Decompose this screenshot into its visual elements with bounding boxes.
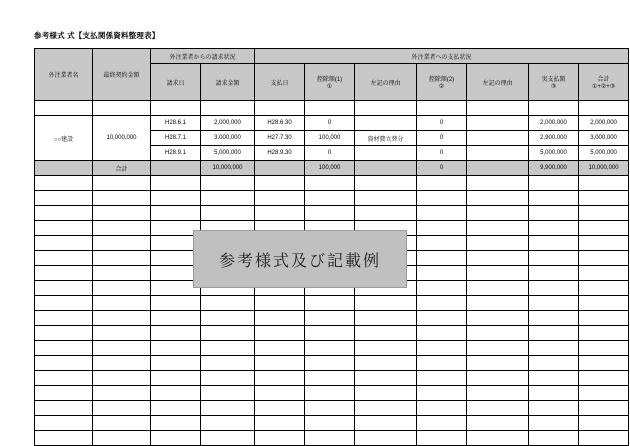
cell-empty bbox=[201, 401, 255, 416]
cell-empty bbox=[579, 206, 629, 221]
col-header-total bbox=[579, 64, 629, 101]
cell-empty bbox=[305, 371, 355, 386]
table-group-header-row bbox=[35, 49, 629, 64]
cell-empty bbox=[255, 371, 305, 386]
cell-empty bbox=[529, 251, 579, 266]
cell-empty bbox=[255, 416, 305, 431]
cell-empty bbox=[255, 431, 305, 446]
cell-empty bbox=[93, 236, 151, 251]
cell-empty bbox=[255, 161, 305, 176]
cell-empty bbox=[93, 281, 151, 296]
cell-actual-paid: 2,900,000 bbox=[529, 131, 579, 146]
cell-empty bbox=[467, 236, 529, 251]
cell-empty bbox=[151, 206, 201, 221]
cell-empty bbox=[355, 191, 417, 206]
cell-empty bbox=[201, 311, 255, 326]
cell-empty bbox=[579, 236, 629, 251]
cell-empty bbox=[355, 326, 417, 341]
cell-empty bbox=[467, 401, 529, 416]
cell-empty bbox=[35, 371, 93, 386]
cell-sum-claim-amount: 10,000,000 bbox=[201, 161, 255, 176]
cell-empty bbox=[529, 266, 579, 281]
cell-empty bbox=[579, 401, 629, 416]
cell-empty bbox=[355, 371, 417, 386]
cell-empty bbox=[151, 356, 201, 371]
cell-empty bbox=[417, 311, 467, 326]
cell-empty bbox=[417, 101, 467, 116]
cell-empty bbox=[355, 431, 417, 446]
cell-empty bbox=[305, 356, 355, 371]
cell-empty bbox=[35, 236, 93, 251]
col-header-total-mark: ①+②+③ bbox=[591, 84, 616, 90]
cell-claim-date: H28.9.1 bbox=[151, 146, 201, 161]
cell-empty bbox=[579, 416, 629, 431]
cell-empty bbox=[579, 326, 629, 341]
cell-empty bbox=[467, 371, 529, 386]
cell-sum-actual-paid: 9,900,000 bbox=[529, 161, 579, 176]
cell-empty bbox=[579, 221, 629, 236]
cell-empty bbox=[35, 221, 93, 236]
cell-empty bbox=[305, 416, 355, 431]
cell-empty bbox=[417, 356, 467, 371]
cell-reason-2 bbox=[467, 146, 529, 161]
cell-empty bbox=[417, 431, 467, 446]
cell-empty bbox=[529, 326, 579, 341]
cell-empty bbox=[529, 191, 579, 206]
table-row-blank bbox=[35, 371, 629, 386]
cell-empty bbox=[579, 191, 629, 206]
cell-empty bbox=[93, 431, 151, 446]
cell-empty bbox=[255, 101, 305, 116]
cell-empty bbox=[151, 401, 201, 416]
col-header-deduction-1 bbox=[305, 64, 355, 101]
group-header-to-subcontractor: 外注業者への支払状況 bbox=[255, 49, 629, 64]
group-header-from-subcontractor: 外注業者からの請求状況 bbox=[151, 49, 255, 64]
cell-empty bbox=[417, 296, 467, 311]
cell-empty bbox=[201, 371, 255, 386]
cell-empty bbox=[467, 386, 529, 401]
table-row-spacer bbox=[35, 101, 629, 116]
cell-empty bbox=[579, 371, 629, 386]
cell-empty bbox=[255, 191, 305, 206]
cell-claim-amount: 3,000,000 bbox=[201, 131, 255, 146]
cell-empty bbox=[579, 311, 629, 326]
cell-total: 5,000,000 bbox=[579, 146, 629, 161]
col-header-reason-2-label: 左記の理由 bbox=[482, 80, 513, 87]
cell-empty bbox=[35, 326, 93, 341]
cell-empty bbox=[355, 161, 417, 176]
cell-empty bbox=[529, 296, 579, 311]
col-header-deduction-2 bbox=[417, 64, 467, 101]
cell-empty bbox=[305, 176, 355, 191]
cell-reason-1 bbox=[355, 116, 417, 131]
page-title: 参考様式 式【支払関係資料整理表】 bbox=[34, 31, 160, 40]
col-header-vendor: 外注業者名 bbox=[35, 49, 93, 101]
table-sum-row bbox=[35, 161, 629, 176]
col-header-contract-amount: 最終契約金額 bbox=[93, 49, 151, 101]
cell-empty bbox=[35, 386, 93, 401]
cell-empty bbox=[35, 206, 93, 221]
cell-empty bbox=[529, 416, 579, 431]
cell-empty bbox=[151, 326, 201, 341]
cell-empty bbox=[579, 386, 629, 401]
cell-empty bbox=[529, 311, 579, 326]
col-header-deduction-2-mark: ② bbox=[438, 84, 445, 90]
cell-empty bbox=[201, 101, 255, 116]
cell-empty bbox=[305, 311, 355, 326]
cell-empty bbox=[305, 386, 355, 401]
cell-empty bbox=[93, 371, 151, 386]
cell-total: 3,000,000 bbox=[579, 131, 629, 146]
cell-deduction-2: 0 bbox=[417, 146, 467, 161]
cell-reason-1 bbox=[355, 146, 417, 161]
table-row-blank bbox=[35, 206, 629, 221]
cell-empty bbox=[35, 356, 93, 371]
cell-total: 2,000,000 bbox=[579, 116, 629, 131]
cell-empty bbox=[93, 251, 151, 266]
cell-empty bbox=[417, 281, 467, 296]
col-header-deduction-1-mark: ① bbox=[326, 84, 333, 90]
cell-empty bbox=[93, 386, 151, 401]
cell-empty bbox=[467, 101, 529, 116]
cell-empty bbox=[467, 176, 529, 191]
cell-empty bbox=[529, 176, 579, 191]
cell-empty bbox=[151, 296, 201, 311]
table-row-blank bbox=[35, 356, 629, 371]
col-header-total-label: 合計 bbox=[597, 77, 610, 83]
cell-empty bbox=[93, 191, 151, 206]
cell-actual-paid: 2,000,000 bbox=[529, 116, 579, 131]
table-row-blank bbox=[35, 191, 629, 206]
cell-empty bbox=[417, 401, 467, 416]
cell-empty bbox=[355, 206, 417, 221]
col-header-claim-amount-label: 請求金額 bbox=[215, 80, 240, 87]
cell-empty bbox=[467, 221, 529, 236]
cell-empty bbox=[305, 431, 355, 446]
cell-empty bbox=[201, 326, 255, 341]
cell-empty bbox=[35, 341, 93, 356]
cell-empty bbox=[467, 206, 529, 221]
cell-empty bbox=[529, 281, 579, 296]
table-row-blank bbox=[35, 326, 629, 341]
col-header-pay-date bbox=[255, 64, 305, 101]
cell-empty bbox=[93, 311, 151, 326]
cell-empty bbox=[255, 326, 305, 341]
cell-empty bbox=[579, 356, 629, 371]
cell-deduction-2: 0 bbox=[417, 116, 467, 131]
cell-empty bbox=[151, 161, 201, 176]
col-header-claim-date-label: 請求日 bbox=[166, 80, 185, 87]
cell-reason-1: 資材費立替分 bbox=[355, 131, 417, 146]
cell-empty bbox=[151, 191, 201, 206]
cell-empty bbox=[151, 341, 201, 356]
cell-empty bbox=[529, 356, 579, 371]
cell-empty bbox=[417, 206, 467, 221]
sample-stamp bbox=[193, 230, 407, 288]
cell-empty bbox=[255, 176, 305, 191]
cell-empty bbox=[255, 386, 305, 401]
col-header-reason-2 bbox=[467, 64, 529, 101]
cell-empty bbox=[467, 266, 529, 281]
cell-empty bbox=[93, 326, 151, 341]
cell-empty bbox=[355, 101, 417, 116]
cell-sum-total: 10,000,000 bbox=[579, 161, 629, 176]
table-row-blank bbox=[35, 296, 629, 311]
cell-empty bbox=[35, 416, 93, 431]
table-row-blank bbox=[35, 176, 629, 191]
cell-pay-date: H27.7.30 bbox=[255, 131, 305, 146]
cell-empty bbox=[417, 251, 467, 266]
cell-empty bbox=[355, 356, 417, 371]
cell-empty bbox=[467, 161, 529, 176]
cell-deduction-2: 0 bbox=[417, 131, 467, 146]
cell-empty bbox=[305, 206, 355, 221]
cell-empty bbox=[35, 101, 93, 116]
cell-deduction-1: 0 bbox=[305, 146, 355, 161]
cell-deduction-1: 0 bbox=[305, 116, 355, 131]
cell-reason-2 bbox=[467, 131, 529, 146]
cell-empty bbox=[151, 101, 201, 116]
cell-empty bbox=[467, 251, 529, 266]
cell-empty bbox=[255, 296, 305, 311]
cell-empty bbox=[529, 341, 579, 356]
cell-empty bbox=[35, 176, 93, 191]
col-header-reason-1 bbox=[355, 64, 417, 101]
table-row-blank bbox=[35, 416, 629, 431]
cell-empty bbox=[93, 416, 151, 431]
cell-empty bbox=[201, 176, 255, 191]
cell-empty bbox=[151, 371, 201, 386]
cell-empty bbox=[255, 341, 305, 356]
cell-empty bbox=[35, 431, 93, 446]
col-header-actual-paid-mark: ③ bbox=[550, 84, 557, 90]
cell-empty bbox=[35, 281, 93, 296]
table-row-blank bbox=[35, 341, 629, 356]
cell-empty bbox=[467, 431, 529, 446]
cell-empty bbox=[93, 401, 151, 416]
cell-empty bbox=[417, 341, 467, 356]
cell-claim-date: H28.6.1 bbox=[151, 116, 201, 131]
cell-empty bbox=[529, 386, 579, 401]
cell-empty bbox=[305, 326, 355, 341]
cell-empty bbox=[467, 281, 529, 296]
cell-pay-date: H28.9.30 bbox=[255, 146, 305, 161]
cell-empty bbox=[93, 176, 151, 191]
cell-empty bbox=[579, 281, 629, 296]
cell-empty bbox=[467, 356, 529, 371]
cell-empty bbox=[255, 206, 305, 221]
cell-empty bbox=[355, 296, 417, 311]
cell-empty bbox=[417, 236, 467, 251]
cell-empty bbox=[201, 341, 255, 356]
sample-stamp-label: 参考様式及び記載例 bbox=[218, 252, 381, 270]
cell-sum-label: 合計 bbox=[93, 161, 151, 176]
cell-empty bbox=[93, 341, 151, 356]
cell-empty bbox=[93, 206, 151, 221]
table-row-blank bbox=[35, 386, 629, 401]
cell-empty bbox=[529, 236, 579, 251]
cell-empty bbox=[467, 416, 529, 431]
cell-sum-deduction-2: 0 bbox=[417, 161, 467, 176]
cell-empty bbox=[35, 161, 93, 176]
cell-empty bbox=[151, 176, 201, 191]
cell-reason-2 bbox=[467, 116, 529, 131]
table-row-blank bbox=[35, 431, 629, 446]
cell-claim-date: H28.7.1 bbox=[151, 131, 201, 146]
col-header-reason-1-label: 左記の理由 bbox=[370, 80, 401, 87]
cell-empty bbox=[579, 176, 629, 191]
cell-pay-date: H28.6.30 bbox=[255, 116, 305, 131]
cell-empty bbox=[255, 356, 305, 371]
cell-empty bbox=[417, 416, 467, 431]
cell-empty bbox=[35, 191, 93, 206]
cell-claim-amount: 2,000,000 bbox=[201, 116, 255, 131]
cell-empty bbox=[467, 191, 529, 206]
cell-empty bbox=[93, 296, 151, 311]
cell-empty bbox=[467, 341, 529, 356]
cell-empty bbox=[355, 176, 417, 191]
cell-empty bbox=[93, 266, 151, 281]
cell-empty bbox=[529, 206, 579, 221]
cell-empty bbox=[529, 221, 579, 236]
cell-empty bbox=[305, 341, 355, 356]
cell-claim-amount: 5,000,000 bbox=[201, 146, 255, 161]
cell-deduction-1: 100,000 bbox=[305, 131, 355, 146]
cell-empty bbox=[35, 266, 93, 281]
cell-empty bbox=[305, 191, 355, 206]
col-header-deduction-2-label: 控除額(2) bbox=[428, 77, 455, 83]
table-row-blank bbox=[35, 311, 629, 326]
cell-empty bbox=[201, 416, 255, 431]
cell-empty bbox=[417, 221, 467, 236]
cell-empty bbox=[35, 401, 93, 416]
cell-empty bbox=[417, 386, 467, 401]
cell-empty bbox=[467, 311, 529, 326]
cell-empty bbox=[305, 401, 355, 416]
cell-empty bbox=[201, 191, 255, 206]
cell-empty bbox=[467, 296, 529, 311]
col-header-actual-paid-label: 実支払額 bbox=[541, 77, 566, 83]
cell-empty bbox=[93, 221, 151, 236]
cell-empty bbox=[355, 386, 417, 401]
col-header-claim-date bbox=[151, 64, 201, 101]
cell-sum-deduction-1: 100,000 bbox=[305, 161, 355, 176]
cell-empty bbox=[355, 311, 417, 326]
col-header-deduction-1-label: 控除額(1) bbox=[316, 77, 343, 83]
cell-empty bbox=[255, 311, 305, 326]
cell-contract-amount: 10,000,000 bbox=[93, 116, 151, 161]
col-header-pay-date-label: 支払日 bbox=[270, 80, 289, 87]
cell-empty bbox=[579, 431, 629, 446]
cell-empty bbox=[417, 266, 467, 281]
cell-empty bbox=[529, 431, 579, 446]
table-row bbox=[35, 116, 629, 131]
cell-empty bbox=[417, 176, 467, 191]
cell-empty bbox=[151, 311, 201, 326]
cell-empty bbox=[201, 431, 255, 446]
cell-empty bbox=[151, 416, 201, 431]
cell-empty bbox=[35, 296, 93, 311]
cell-empty bbox=[355, 416, 417, 431]
cell-empty bbox=[201, 296, 255, 311]
cell-empty bbox=[417, 326, 467, 341]
cell-empty bbox=[305, 296, 355, 311]
cell-empty bbox=[35, 251, 93, 266]
cell-empty bbox=[35, 311, 93, 326]
cell-empty bbox=[93, 101, 151, 116]
cell-empty bbox=[579, 101, 629, 116]
cell-empty bbox=[579, 251, 629, 266]
cell-vendor-name: ○○建設 bbox=[35, 116, 93, 161]
cell-empty bbox=[417, 191, 467, 206]
cell-empty bbox=[255, 401, 305, 416]
cell-empty bbox=[417, 371, 467, 386]
cell-actual-paid: 5,000,000 bbox=[529, 146, 579, 161]
cell-empty bbox=[579, 266, 629, 281]
col-header-claim-amount bbox=[201, 64, 255, 101]
table-row-blank bbox=[35, 401, 629, 416]
cell-empty bbox=[467, 326, 529, 341]
cell-empty bbox=[151, 431, 201, 446]
cell-empty bbox=[529, 371, 579, 386]
cell-empty bbox=[93, 356, 151, 371]
cell-empty bbox=[529, 101, 579, 116]
cell-empty bbox=[201, 356, 255, 371]
cell-empty bbox=[579, 296, 629, 311]
cell-empty bbox=[579, 341, 629, 356]
cell-empty bbox=[201, 206, 255, 221]
cell-empty bbox=[355, 401, 417, 416]
cell-empty bbox=[355, 341, 417, 356]
cell-empty bbox=[529, 401, 579, 416]
cell-empty bbox=[151, 386, 201, 401]
cell-empty bbox=[201, 386, 255, 401]
cell-empty bbox=[305, 101, 355, 116]
col-header-actual-paid bbox=[529, 64, 579, 101]
